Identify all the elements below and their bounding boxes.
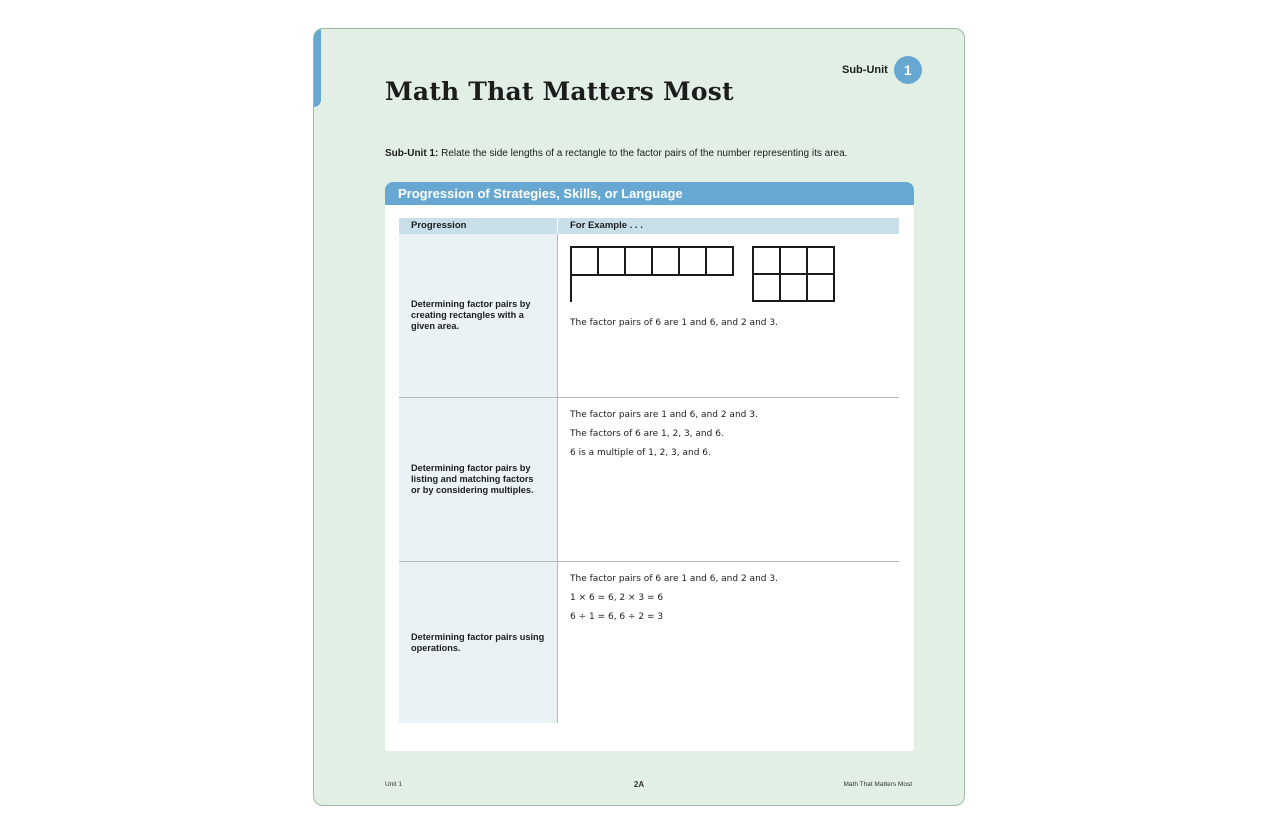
grid-square — [781, 275, 808, 302]
document-page — [313, 28, 965, 806]
area-model-rectangles — [570, 246, 887, 302]
grid-square — [572, 248, 599, 276]
footer-page-number: 2A — [633, 780, 645, 789]
table-header-row — [399, 218, 899, 234]
grid-square — [754, 275, 781, 302]
example-line: 6 ÷ 1 = 6, 6 ÷ 2 = 3 — [570, 612, 664, 622]
progression-card — [385, 182, 914, 751]
progression-cell: Determining factor pairs by creating rectangles with a given area. — [399, 234, 558, 397]
example-line: The factors of 6 are 1, 2, 3, and 6. — [570, 429, 724, 439]
grid-square — [653, 248, 680, 276]
example-cell — [558, 234, 899, 397]
sub-unit-description — [385, 148, 847, 159]
rectangle-2-by-3 — [752, 246, 835, 302]
grid-square — [599, 248, 626, 276]
page-title: Math That Matters Most — [385, 77, 734, 106]
progression-table — [399, 218, 899, 723]
grid-square — [626, 248, 653, 276]
grid-square — [808, 275, 835, 302]
table-row — [399, 397, 899, 561]
sub-unit-description-label: Sub-Unit 1: — [385, 148, 439, 159]
page-accent-tab — [314, 29, 321, 107]
grid-square — [680, 248, 707, 276]
sub-unit-number-badge: 1 — [894, 56, 922, 84]
sub-unit-label: Sub-Unit — [842, 64, 888, 76]
sub-unit-tag — [842, 56, 922, 84]
sub-unit-description-text: Relate the side lengths of a rectangle to the factor pairs of the number representing its area. — [438, 148, 848, 159]
rectangle-1-by-6 — [570, 246, 734, 302]
example-cell — [558, 562, 899, 723]
example-line: The factor pairs of 6 are 1 and 6, and 2 and 3. — [570, 318, 778, 328]
example-line: The factor pairs of 6 are 1 and 6, and 2 and 3. — [570, 574, 778, 584]
example-line: 6 is a multiple of 1, 2, 3, and 6. — [570, 448, 711, 458]
column-header-progression: Progression — [399, 218, 558, 234]
grid-square — [808, 248, 835, 275]
grid-square — [754, 248, 781, 275]
example-line: 1 × 6 = 6, 2 × 3 = 6 — [570, 593, 664, 603]
progression-cell: Determining factor pairs using operations. — [399, 562, 558, 723]
column-header-example: For Example . . . — [570, 220, 643, 231]
footer-unit: Unit 1 — [385, 781, 402, 788]
progression-card-header: Progression of Strategies, Skills, or Language — [385, 182, 914, 205]
grid-square — [781, 248, 808, 275]
progression-cell: Determining factor pairs by listing and matching factors or by considering multiples. — [399, 398, 558, 561]
grid-square — [707, 248, 734, 276]
example-line: The factor pairs are 1 and 6, and 2 and 3. — [570, 410, 758, 420]
table-row — [399, 234, 899, 397]
table-row — [399, 561, 899, 723]
example-cell — [558, 398, 899, 561]
footer-title: Math That Matters Most — [843, 781, 912, 788]
